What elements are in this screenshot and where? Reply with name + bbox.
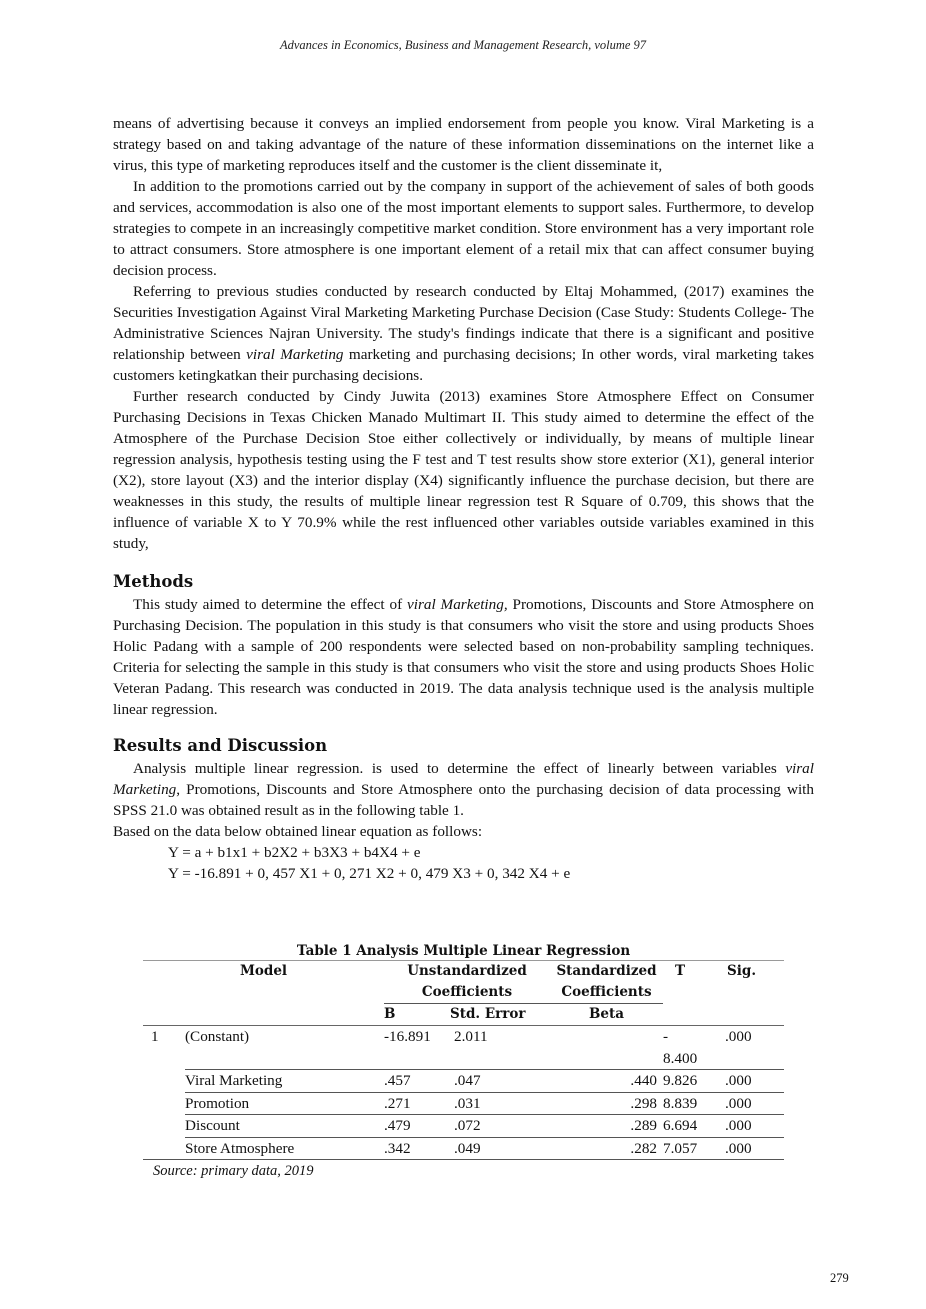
text-run: This study aimed to determine the effect of — [133, 596, 407, 613]
cell-sig: .000 — [725, 1070, 784, 1093]
cell-variable: (Constant) — [185, 1028, 250, 1045]
cell-t: 9.826 — [663, 1070, 725, 1093]
cell-t: 8.839 — [663, 1092, 725, 1115]
header-unstandardized-coefficients: Coefficients — [384, 982, 550, 1004]
header-standardized: Standardized — [550, 961, 663, 983]
header-model: Model — [143, 961, 384, 983]
header-standardized-coefficients: Coefficients — [550, 982, 663, 1004]
article-body — [113, 113, 814, 884]
cell-beta — [550, 1026, 663, 1070]
running-head: Advances in Economics, Business and Management Research, volume 97 — [279, 38, 647, 52]
table-caption: Table 1 Analysis Multiple Linear Regression — [296, 943, 631, 959]
header-std-error: Std. Error — [450, 1004, 550, 1026]
cell-b: .271 — [384, 1092, 450, 1115]
t-value: 8.400 — [663, 1049, 698, 1067]
regression-table — [143, 960, 784, 1160]
italic-term: viral Marketing — [113, 760, 814, 798]
cell-variable: Store Atmosphere — [185, 1137, 384, 1160]
equation-general: Y = a + b1x1 + b2X2 + b3X3 + b4X4 + e — [168, 844, 421, 861]
italic-term: viral Marketing — [246, 346, 344, 363]
t-sign: - — [663, 1028, 669, 1045]
paragraph — [113, 758, 814, 821]
paragraph — [113, 281, 814, 386]
cell-variable: Viral Marketing — [185, 1070, 384, 1093]
header-b: B — [384, 1004, 450, 1026]
table-row — [143, 1092, 784, 1115]
cell-t — [663, 1026, 725, 1070]
cell-beta: .298 — [550, 1092, 663, 1115]
table-row — [143, 1137, 784, 1160]
cell-variable: Discount — [185, 1115, 384, 1138]
paragraph — [113, 594, 814, 720]
paragraph: In addition to the promotions carried out by the company in support of the achievement of sales of both goods and services, accommodation is also one of the most important elements to support sales. Furthermore, to develop strategies to compete in an increasingly competitive market condition. Store environment has a very important role to attract consumers. Store atmosphere is one important element of a retail mix that can affect consumer buying decision process. — [113, 178, 814, 279]
cell-std-error: .031 — [450, 1092, 550, 1115]
cell-b: -16.891 — [384, 1028, 431, 1045]
cell-t: 6.694 — [663, 1115, 725, 1138]
cell-std-error: .072 — [450, 1115, 550, 1138]
text-run: , Promotions, Discounts and Store Atmosphere onto the purchasing decision of data processing with SPSS 21.0 was obtained result as in the following table 1. — [113, 781, 814, 819]
cell-b: .342 — [384, 1137, 450, 1160]
cell-sig: .000 — [725, 1028, 752, 1045]
table-source-note: Source: primary data, 2019 — [153, 1163, 314, 1179]
header-t: T — [663, 961, 725, 983]
text-run: Promotions, Discounts and Store Atmosphere on Purchasing Decision. The population in this study is that consumers who visit the store and using products Shoes Holic Padang with a sample of 200 respondents were selected based on non-probability sampling techniques. Criteria for selecting the sample in this study is that consumers who visit the store and using products Shoes Holic Veteran Padang. This research was conducted in 2019. The data analysis technique used is the analysis multiple linear regression. — [113, 596, 814, 718]
table-row — [143, 1026, 784, 1070]
cell-variable: Promotion — [185, 1092, 384, 1115]
text-run: Analysis multiple linear regression. is used to determine the effect of linearly between variables — [133, 760, 786, 777]
text-run: marketing and purchasing decisions; In other words, viral marketing takes customers ketingkatkan their purchasing decisions. — [113, 346, 814, 384]
cell-beta: .289 — [550, 1115, 663, 1138]
cell-sig: .000 — [725, 1137, 784, 1160]
paragraph: Based on the data below obtained linear equation as follows: — [113, 823, 483, 840]
header-beta: Beta — [550, 1004, 663, 1026]
text-run: Referring to previous studies conducted by research conducted by Eltaj Mohammed, (2017) examines the Securities Investigation Against Viral Marketing Marketing Purchase Decision (Case Study: Students College- The Administrative Sciences Najran University. The study's findings indicate that there is a significant and positive relationship between — [113, 283, 814, 363]
table-row — [143, 1115, 784, 1138]
cell-b: .457 — [384, 1070, 450, 1093]
cell-std-error: .049 — [450, 1137, 550, 1160]
equation-estimated: Y = -16.891 + 0, 457 X1 + 0, 271 X2 + 0, 479 X3 + 0, 342 X4 + e — [168, 865, 571, 882]
cell-b: .479 — [384, 1115, 450, 1138]
paragraph: Further research conducted by Cindy Juwita (2013) examines Store Atmosphere Effect on Consumer Purchasing Decisions in Texas Chicken Manado Multimart II. This study aimed to determine the effect of the Atmosphere of the Purchase Decision Stoe either collectively or individually, by means of multiple linear regression analysis, hypothesis testing using the F test and T test results show store exterior (X1), general interior (X2), store layout (X3) and the interior display (X4) significantly influence the purchase decision, but there are weaknesses in this study, the results of multiple linear regression test R Square of 0.709, this shows that the influence of variable X to Y 70.9% while the rest influenced other variables outside variables examined in this study, — [113, 388, 814, 552]
cell-sig: .000 — [725, 1115, 784, 1138]
section-heading-results: Results and Discussion — [113, 736, 328, 755]
italic-term: viral Marketing, — [407, 596, 508, 613]
table-row — [143, 1070, 784, 1093]
cell-t: 7.057 — [663, 1137, 725, 1160]
regression-table-block — [143, 942, 784, 1180]
header-sig: Sig. — [725, 961, 784, 983]
header-unstandardized: Unstandardized — [384, 961, 550, 983]
cell-beta: .440 — [550, 1070, 663, 1093]
cell-beta: .282 — [550, 1137, 663, 1160]
paragraph: means of advertising because it conveys an implied endorsement from people you know. Viral Marketing is a strategy based on and taking advantage of the nature of these information disseminations on the internet like a virus, this type of marketing reproduces itself and the customer is the client disseminate it, — [113, 115, 814, 174]
cell-std-error: 2.011 — [454, 1028, 488, 1045]
cell-sig: .000 — [725, 1092, 784, 1115]
cell-std-error: .047 — [450, 1070, 550, 1093]
section-heading-methods: Methods — [113, 572, 194, 591]
model-number: 1 — [151, 1028, 159, 1045]
page-number: 279 — [830, 1271, 849, 1285]
